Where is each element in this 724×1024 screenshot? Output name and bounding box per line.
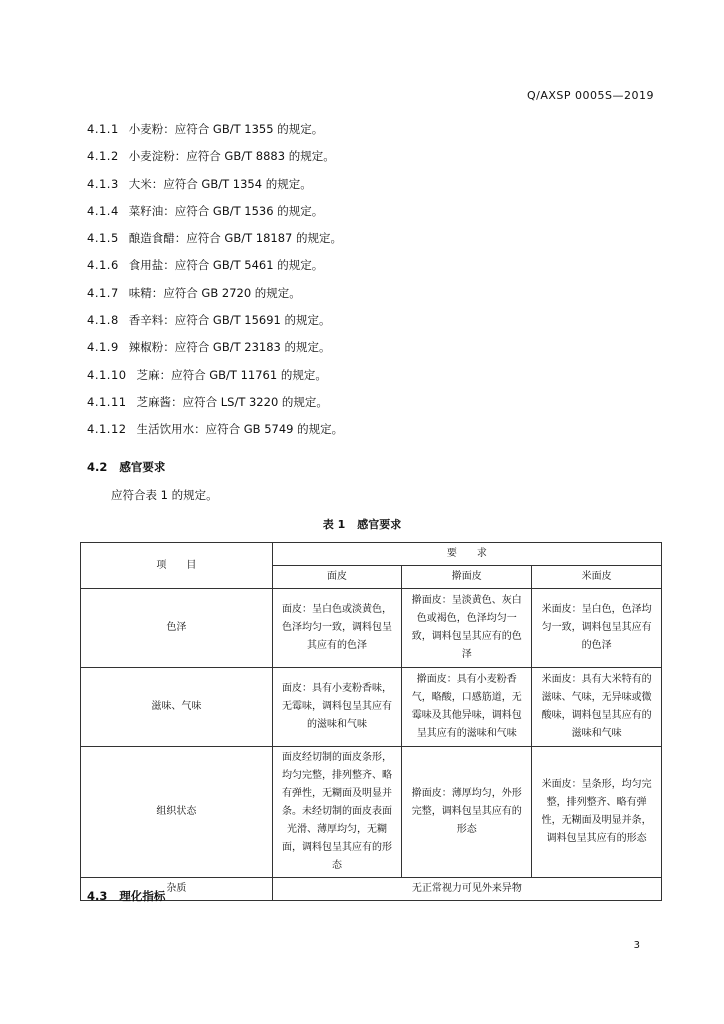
subheader-cell: 擀面皮 (402, 566, 532, 589)
clause-text: 味精：应符合 GB 2720 的规定。 (128, 285, 301, 300)
section-title: 感官要求 (119, 460, 166, 474)
table-caption (0, 516, 724, 532)
clause-item (87, 362, 657, 389)
clause-item (87, 389, 657, 416)
clause-number: 4.1.3 (87, 176, 119, 191)
table-row (81, 747, 662, 878)
header-requirement-cell: 要 求 (272, 543, 661, 566)
section-title: 理化指标 (119, 889, 166, 903)
clause-item (87, 225, 657, 252)
clause-item (87, 143, 657, 170)
row-item-cell: 组织状态 (81, 747, 273, 878)
clause-number: 4.1.6 (87, 258, 119, 273)
table-cell: 擀面皮：薄厚均匀，外形完整，调料包呈其应有的形态 (402, 747, 532, 878)
row-item-cell: 色泽 (81, 589, 273, 668)
clause-item (87, 171, 657, 198)
header-item-cell: 项 目 (81, 543, 273, 589)
clause-number: 4.1.11 (87, 394, 127, 409)
section-heading-physicochemical (87, 888, 165, 904)
clause-number: 4.1.7 (87, 285, 119, 300)
clause-item (87, 334, 657, 361)
row-item-cell: 滋味、气味 (81, 668, 273, 747)
row-item-cell: 杂质 (81, 878, 273, 901)
clause-number: 4.1.4 (87, 203, 119, 218)
table-cell: 擀面皮：呈淡黄色、灰白色或褐色，色泽均匀一致，调料包呈其应有的色泽 (402, 589, 532, 668)
sensory-requirements-table (80, 542, 662, 901)
clause-text: 大米：应符合 GB/T 1354 的规定。 (128, 176, 312, 191)
clause-text: 菜籽油：应符合 GB/T 1536 的规定。 (128, 203, 324, 218)
table-row (81, 589, 662, 668)
section-heading-sensory (87, 459, 165, 475)
clause-item (87, 416, 657, 443)
clause-item (87, 198, 657, 225)
section-paragraph: 应符合表 1 的规定。 (111, 488, 218, 502)
clause-text: 小麦淀粉：应符合 GB/T 8883 的规定。 (128, 149, 335, 164)
table-title: 感官要求 (357, 518, 402, 531)
table-cell: 面皮：具有小麦粉香味，无霉味，调料包呈其应有的滋味和气味 (272, 668, 402, 747)
clause-number: 4.1.8 (87, 313, 119, 328)
clause-text: 生活饮用水：应符合 GB 5749 的规定。 (136, 422, 344, 437)
table-row (81, 878, 662, 901)
clause-text: 酿造食醋：应符合 GB/T 18187 的规定。 (128, 231, 343, 246)
table-cell: 面皮：呈白色或淡黄色，色泽均匀一致，调料包呈其应有的色泽 (272, 589, 402, 668)
section-number: 4.2 (87, 460, 108, 474)
document-code: Q/AXSP 0005S—2019 (526, 89, 654, 102)
subheader-cell: 米面皮 (532, 566, 662, 589)
table-cell: 无正常视力可见外来异物 (272, 878, 661, 901)
table-cell: 米面皮：呈白色，色泽均匀一致，调料包呈其应有的色泽 (532, 589, 662, 668)
table-cell: 面皮经切制的面皮条形，均匀完整，排列整齐、略有弹性，无糊面及明显并条。未经切制的面皮表面光滑、薄厚均匀，无糊面，调料包呈其应有的形态 (272, 747, 402, 878)
clause-number: 4.1.2 (87, 149, 119, 164)
clause-text: 小麦粉：应符合 GB/T 1355 的规定。 (128, 122, 324, 136)
clause-item (87, 280, 657, 307)
clause-item (87, 307, 657, 334)
clause-list (87, 116, 657, 444)
clause-text: 香辛料：应符合 GB/T 15691 的规定。 (128, 313, 331, 328)
clause-text: 辣椒粉：应符合 GB/T 23183 的规定。 (128, 340, 331, 355)
subheader-cell: 面皮 (272, 566, 402, 589)
clause-text: 芝麻：应符合 GB/T 11761 的规定。 (136, 367, 327, 382)
clause-number: 4.1.1 (87, 122, 119, 136)
clause-number: 4.1.10 (87, 367, 127, 382)
table-number: 表 1 (322, 518, 346, 531)
table-cell: 米面皮：呈条形，均匀完整，排列整齐、略有弹性，无糊面及明显并条，调料包呈其应有的形态 (532, 747, 662, 878)
clause-text: 芝麻酱：应符合 LS/T 3220 的规定。 (136, 394, 328, 409)
clause-number: 4.1.12 (87, 422, 127, 437)
clause-text: 食用盐：应符合 GB/T 5461 的规定。 (128, 258, 324, 273)
clause-number: 4.1.9 (87, 340, 119, 355)
clause-number: 4.1.5 (87, 231, 119, 246)
table-header-row (81, 543, 662, 566)
section-number: 4.3 (87, 889, 108, 903)
clause-item (87, 252, 657, 279)
table-row (81, 668, 662, 747)
clause-item (87, 116, 657, 143)
table-cell: 擀面皮：具有小麦粉香气，略酸，口感筋道，无霉味及其他异味，调料包呈其应有的滋味和气味 (402, 668, 532, 747)
page-number: 3 (633, 940, 640, 951)
table-cell: 米面皮：具有大米特有的滋味、气味，无异味或微酸味，调料包呈其应有的滋味和气味 (532, 668, 662, 747)
